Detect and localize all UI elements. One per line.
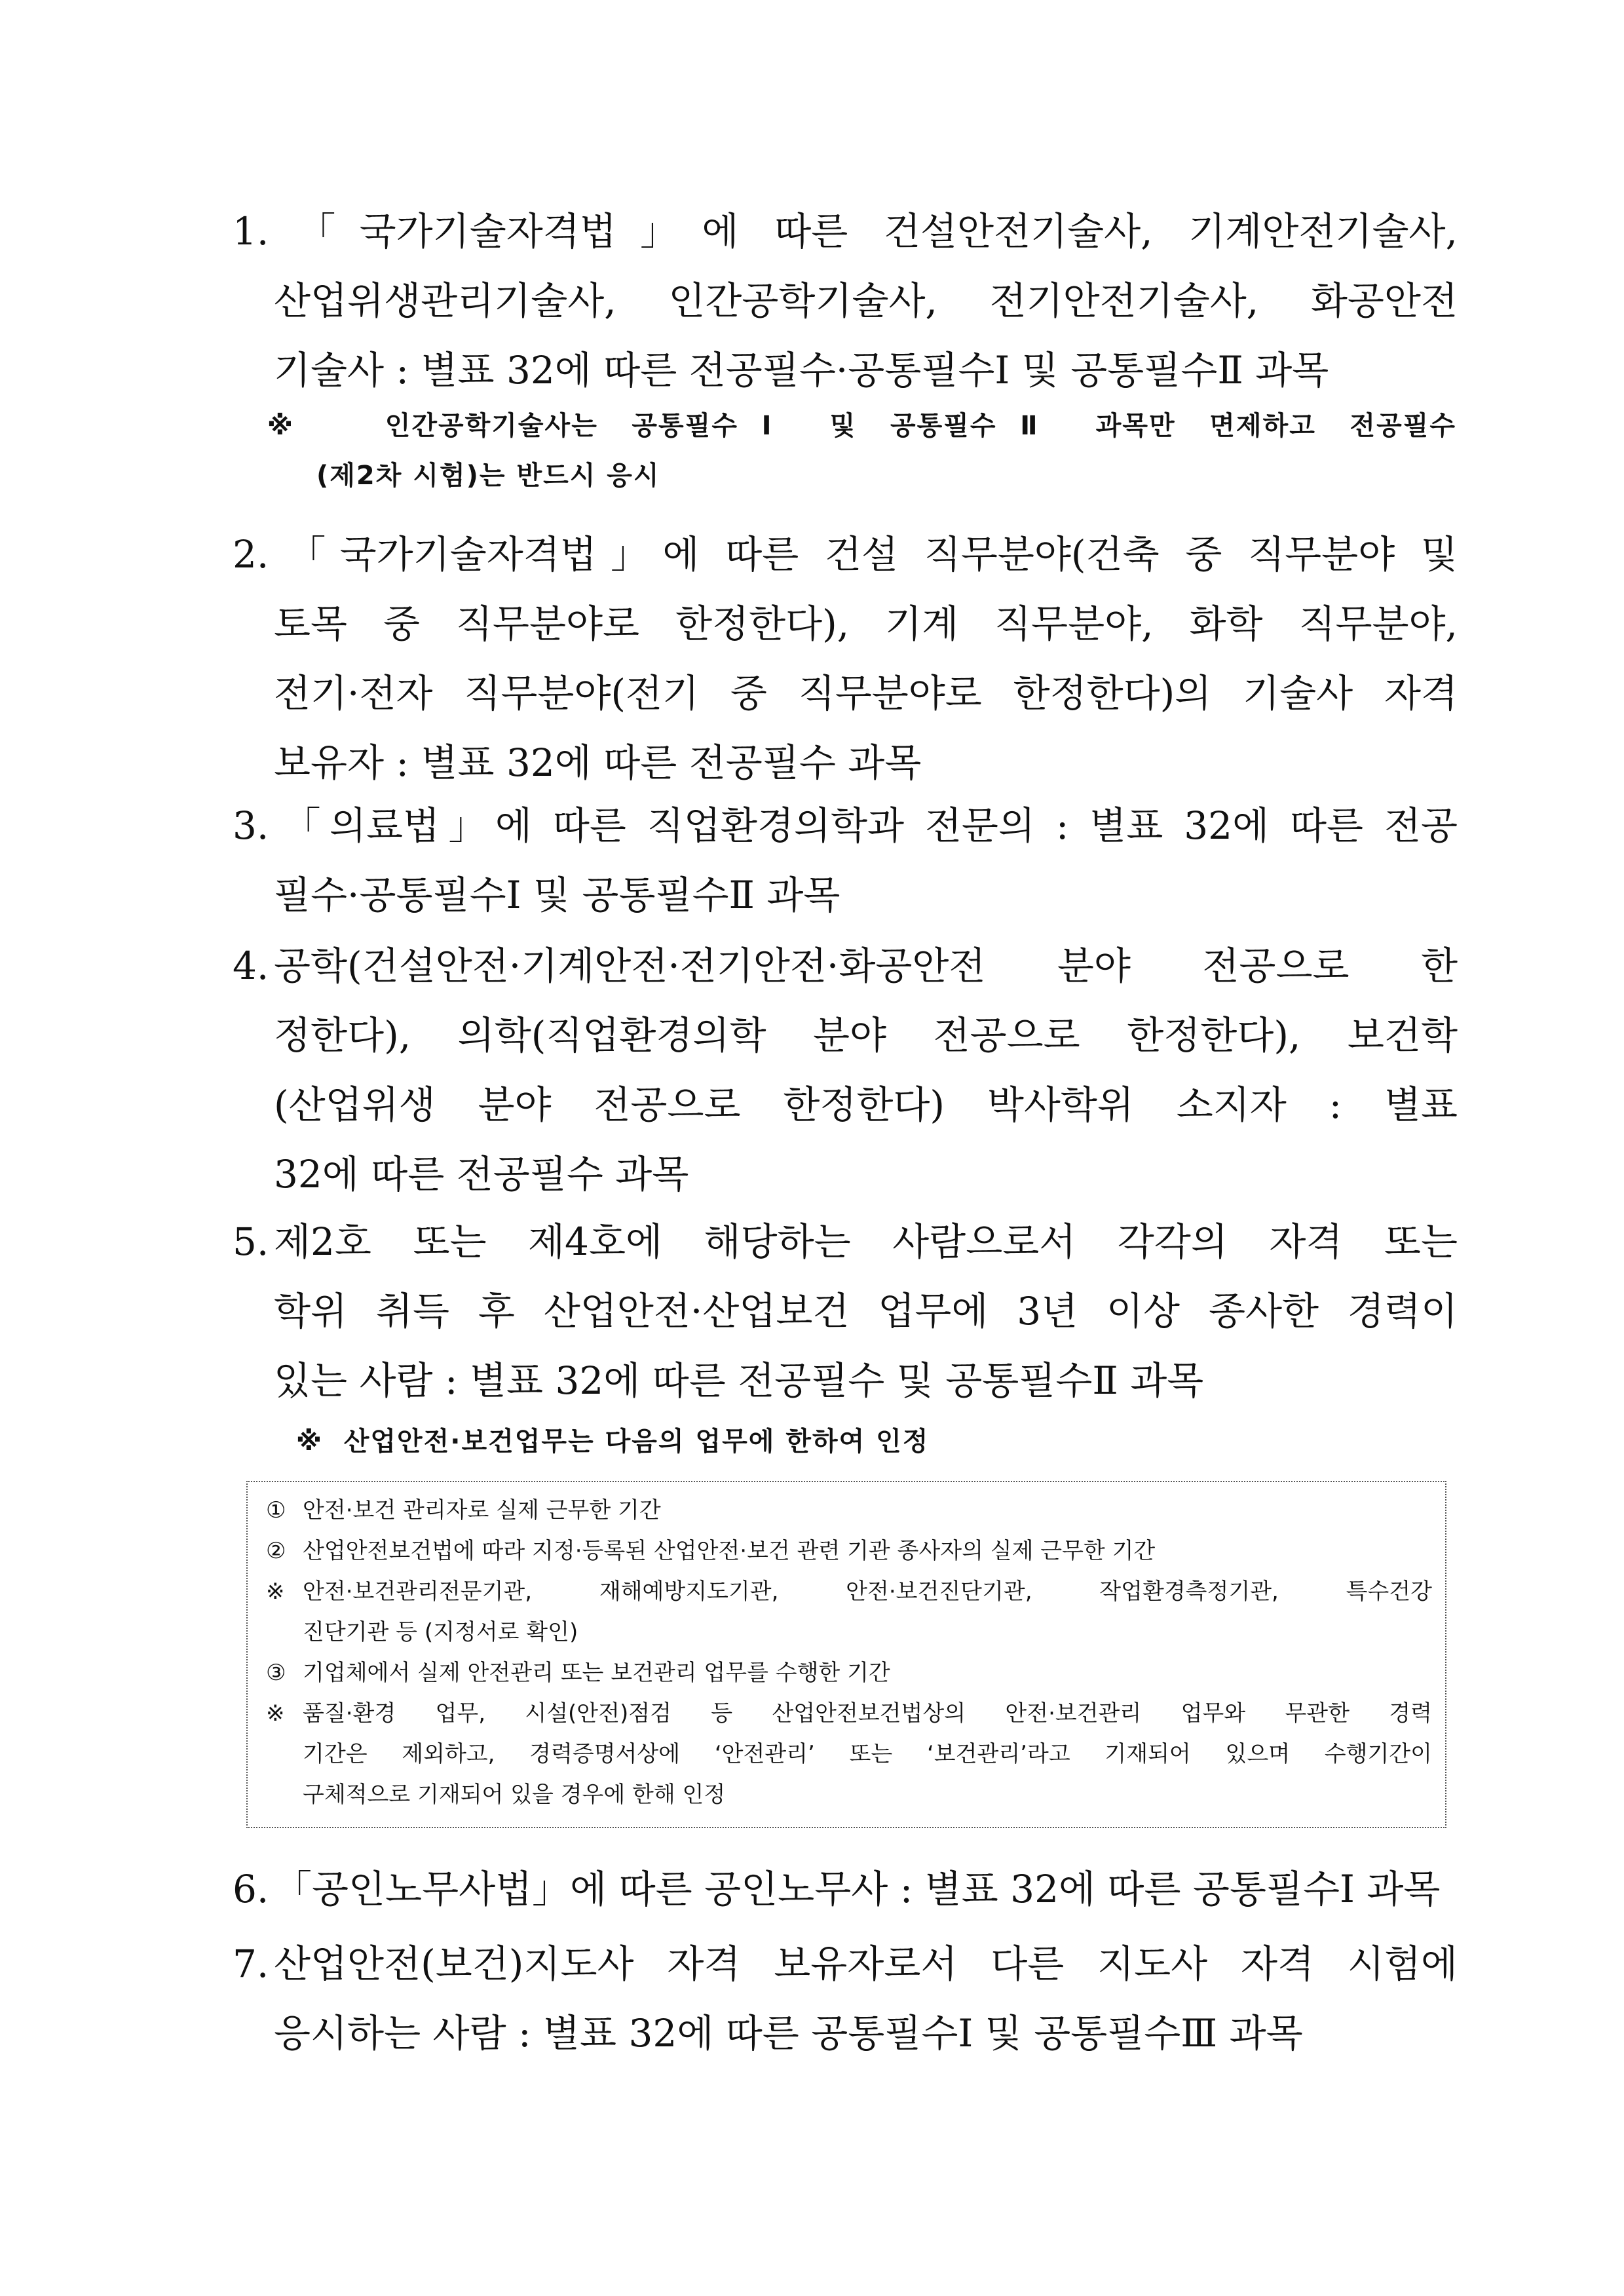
item-text: 「국가기술자격법」에 따른 건설안전기술사, 기계안전기술사, [274, 209, 1458, 254]
item-text: 공학(건설안전·기계안전·전기안전·화공안전 분야 전공으로 한 [274, 944, 1458, 988]
item-number: 7. [233, 1942, 269, 1986]
list-item-4 [233, 931, 1458, 1209]
list-item-1 [233, 197, 1458, 405]
note-symbol: ※ [266, 1578, 285, 1605]
work-scope-box [246, 1481, 1446, 1828]
circled-number: ① [266, 1497, 286, 1523]
box-entry-1 [266, 1490, 1432, 1531]
box-entry-text: 산업안전보건법에 따라 지정·등록된 산업안전·보건 관련 기관 종사자의 실제 근무한 기간 [303, 1538, 1156, 1564]
item-number: 3. [233, 803, 269, 848]
box-entry-5 [266, 1693, 1432, 1734]
box-entry-text: 안전·보건관리전문기관, 재해예방지도기관, 안전·보건진단기관, 작업환경측정기관, 특수건강 [303, 1578, 1432, 1605]
box-entry-2 [266, 1531, 1432, 1571]
item-text: 산업안전(보건)지도사 자격 보유자로서 다른 지도사 자격 시험에 [274, 1942, 1458, 1986]
item-text: 토목 중 직무분야로 한정한다), 기계 직무분야, 화학 직무분야, [274, 602, 1458, 646]
item-text: 32에 따른 전공필수 과목 [274, 1152, 689, 1196]
note-symbol: ※ [296, 1426, 323, 1457]
item-text: 「의료법」에 따른 직업환경의학과 전문의 : 별표 32에 따른 전공 [274, 803, 1458, 848]
item-number: 1. [233, 209, 269, 254]
box-entry-text: 기업체에서 실제 안전관리 또는 보건관리 업무를 수행한 기간 [303, 1660, 890, 1686]
circled-number: ③ [266, 1660, 286, 1686]
item-number: 4. [233, 944, 269, 988]
box-entry-text: 품질·환경 업무, 시설(안전)점검 등 산업안전보건법상의 안전·보건관리 업무와 무관한 경력 [303, 1700, 1432, 1727]
item-number: 5. [233, 1219, 269, 1264]
note-work-scope [296, 1417, 1344, 1466]
box-entry-text: 기간은 제외하고, 경력증명서상에 ‘안전관리’ 또는 ‘보건관리’라고 기재되어 있으며 수행기간이 [303, 1741, 1432, 1767]
item-text: 학위 취득 후 산업안전·산업보건 업무에 3년 이상 종사한 경력이 [274, 1289, 1458, 1333]
item-number: 2. [233, 532, 269, 577]
item-text: 「공인노무사법」에 따른 공인노무사 : 별표 32에 따른 공통필수Ⅰ 과목 [274, 1867, 1441, 1911]
item-text: 필수·공통필수Ⅰ 및 공통필수Ⅱ 과목 [274, 873, 840, 917]
item-text: 있는 사람 : 별표 32에 따른 전공필수 및 공통필수Ⅱ 과목 [274, 1358, 1204, 1403]
list-item-3 [233, 791, 1458, 930]
item-text: 보유자 : 별표 32에 따른 전공필수 과목 [274, 740, 922, 785]
item-text: 산업위생관리기술사, 인간공학기술사, 전기안전기술사, 화공안전 [274, 278, 1458, 323]
item-text: 제2호 또는 제4호에 해당하는 사람으로서 각각의 자격 또는 [274, 1219, 1458, 1264]
item-text: 「국가기술자격법」에 따른 건설 직무분야(건축 중 직무분야 및 [274, 532, 1458, 577]
box-entry-text: 안전·보건 관리자로 실제 근무한 기간 [303, 1497, 661, 1523]
list-item-5 [233, 1207, 1458, 1415]
list-item-2 [233, 520, 1458, 797]
circled-number: ② [266, 1538, 286, 1564]
note-symbol: ※ [267, 411, 318, 441]
item-text: 전기·전자 직무분야(전기 중 직무분야로 한정한다)의 기술사 자격 [274, 671, 1458, 716]
list-item-7 [233, 1929, 1458, 2068]
note-human-factors [267, 401, 1456, 501]
note-text: 산업안전·보건업무는 다음의 업무에 한하여 인정 [343, 1426, 930, 1457]
note-symbol: ※ [266, 1700, 285, 1727]
item-text: 응시하는 사람 : 별표 32에 따른 공통필수Ⅰ 및 공통필수Ⅲ 과목 [274, 2011, 1303, 2056]
box-entry-text: 구체적으로 기재되어 있을 경우에 한해 인정 [303, 1782, 726, 1808]
box-entry-4 [266, 1653, 1432, 1693]
box-entry-3 [266, 1571, 1432, 1612]
item-text: 기술사 : 별표 32에 따른 전공필수·공통필수Ⅰ 및 공통필수Ⅱ 과목 [274, 348, 1329, 392]
note-text: (제2차 시험)는 반드시 응시 [316, 461, 660, 491]
note-text: 인간공학기술사는 공통필수Ⅰ 및 공통필수Ⅱ 과목만 면제하고 전공필수 [385, 411, 1456, 441]
item-text: (산업위생 분야 전공으로 한정한다) 박사학위 소지자 : 별표 [274, 1082, 1458, 1127]
list-item-6 [233, 1854, 1458, 1924]
item-number: 6. [233, 1867, 269, 1911]
box-entry-text: 진단기관 등 (지정서로 확인) [303, 1619, 578, 1645]
item-text: 정한다), 의학(직업환경의학 분야 전공으로 한정한다), 보건학 [274, 1013, 1458, 1058]
